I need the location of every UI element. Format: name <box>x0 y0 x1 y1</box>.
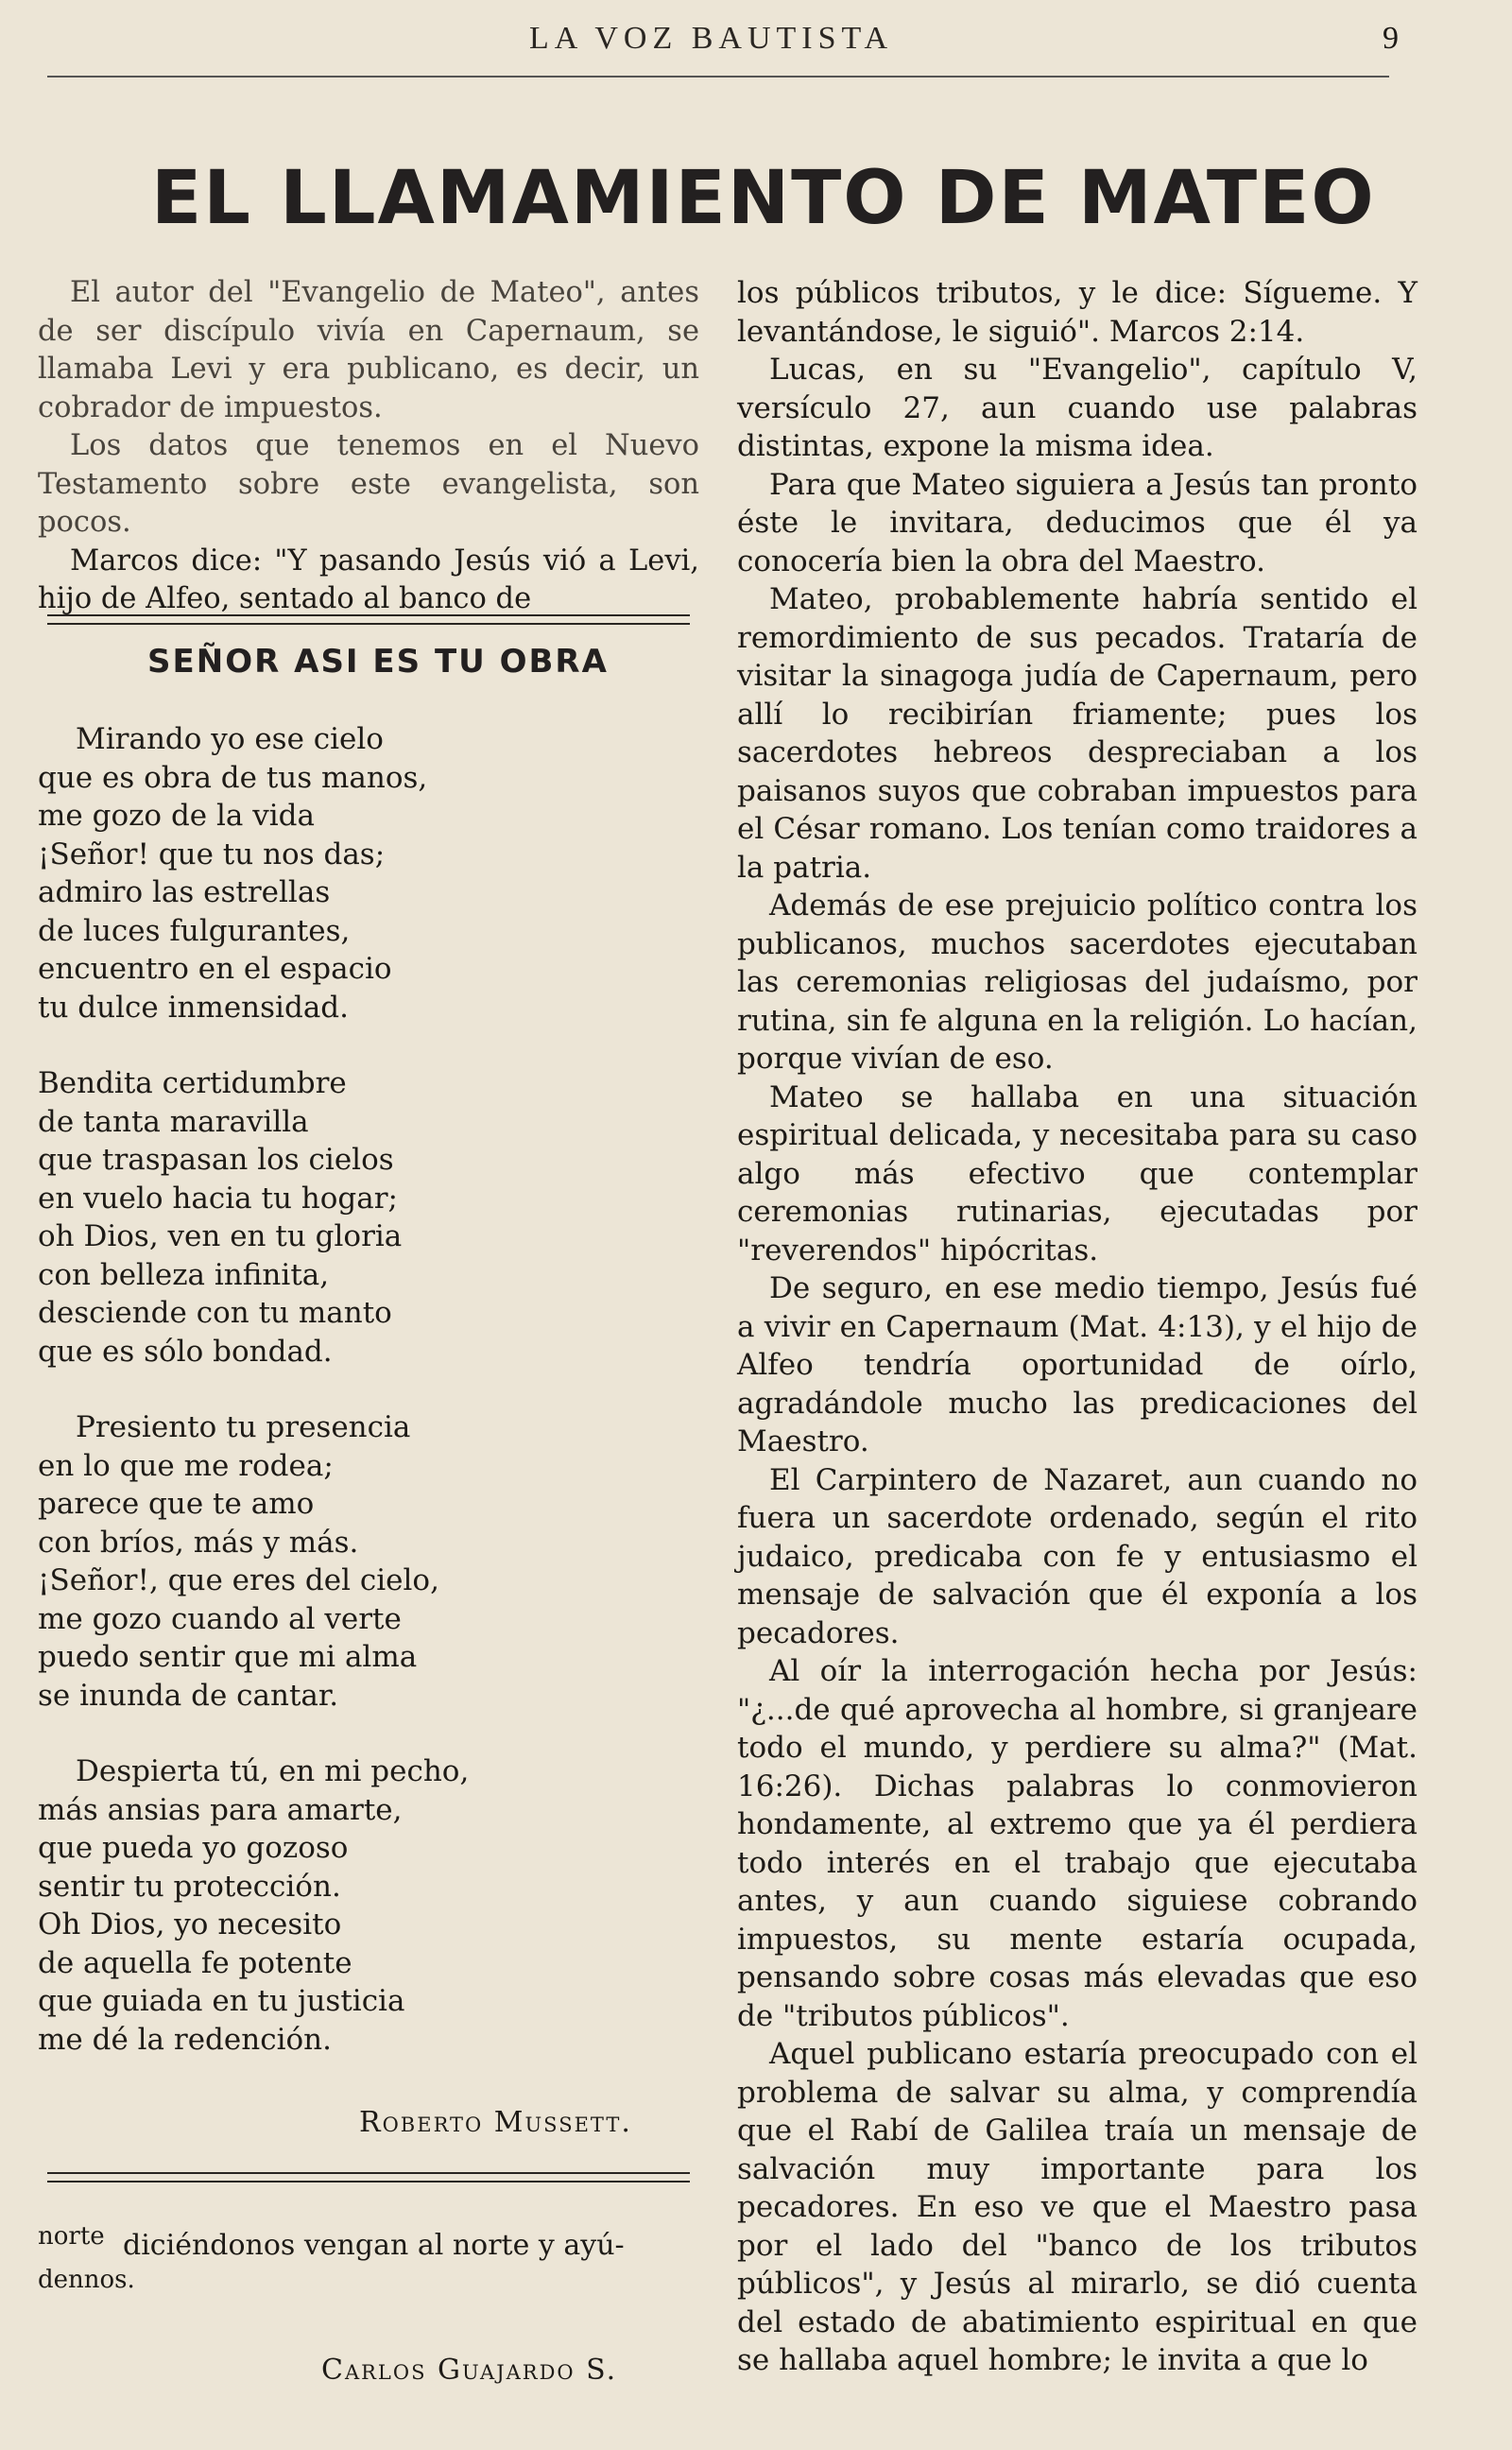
article-paragraph: Al oír la interrogación hecha por Jesús: "¿...de qué aprovecha al hombre, si granjeare todo el mundo, y perdiere su alma?" (Mat. 16:26). Dichas palabras lo conmovieron hondamente, al extremo que ya él perdiera todo interés en el trabajo que ejecutaba antes, y aun cuando siguiese cobrando impuestos, su mente estaría ocupada, pensando sobre cosas más elevadas que eso de "tributos públicos". <box>737 1654 1418 2033</box>
page-number: 9 <box>1383 21 1399 56</box>
article-paragraph: Para que Mateo siguiera a Jesús tan pronto éste le invitara, deducimos que él ya conocería bien la obra del Maestro. <box>737 467 1418 578</box>
verse: Presiento tu presencia <box>76 1410 411 1444</box>
double-rule <box>47 614 690 625</box>
article-paragraph: Mateo, probablemente habría sentido el remordimiento de sus pecados. Trataría de visitar la sinagoga judía de Capernaum, pero allí lo recibirían friamente; pues los sacerdotes hebreos despreciaban a los paisanos suyos que cobraban impuestos para el César romano. Los tenían como traidores a la patria. <box>737 582 1418 885</box>
verse: con bríos, más y más. <box>38 1525 359 1560</box>
poem-stanza <box>38 1752 699 2059</box>
poem-stanza <box>38 1408 699 1715</box>
verse: sentir tu protección. <box>38 1869 341 1904</box>
verse: de tanta maravilla <box>38 1104 309 1139</box>
verse: más ansias para amarte, <box>38 1792 403 1827</box>
verse: encuentro en el espacio <box>38 952 392 986</box>
article-paragraph: De seguro, en ese medio tiempo, Jesús fué a vivir en Capernaum (Mat. 4:13), y el hijo de Alfeo tendría oportunidad de oírlo, agradándole mucho las predicaciones del Maestro. <box>737 1271 1418 1458</box>
verse: en vuelo hacia tu hogar; <box>38 1181 398 1216</box>
verse: me dé la redención. <box>38 2022 332 2057</box>
poem-stanza <box>38 720 699 1027</box>
verse: oh Dios, ven en tu gloria <box>38 1219 403 1253</box>
verse: parece que te amo <box>38 1487 315 1521</box>
article-left-column <box>38 274 699 619</box>
article-paragraph: los públicos tributos, y le dice: Sígueme. Y levantándose, le siguió". Marcos 2:14. <box>737 276 1418 349</box>
letter-fragment <box>38 2219 699 2297</box>
verse: Despierta tú, en mi pecho, <box>76 1754 470 1788</box>
poem-title: SEÑOR ASI ES TU OBRA <box>147 643 609 681</box>
verse: de luces fulgurantes, <box>38 913 351 948</box>
verse: Bendita certidumbre <box>38 1066 347 1100</box>
verse: que es obra de tus manos, <box>38 760 428 795</box>
verse: me gozo de la vida <box>38 799 316 833</box>
verse: en lo que me rodea; <box>38 1448 334 1483</box>
fragment-prefix: norte <box>38 2222 105 2251</box>
verse: me gozo cuando al verte <box>38 1601 402 1636</box>
article-paragraph: Además de ese prejuicio político contra los publicanos, muchos sacerdotes ejecutaban las ceremonias religiosas del judaísmo, por rutina, sin fe alguna en la religión. Lo hacían, porque vivían de eso. <box>737 889 1418 1076</box>
verse: que es sólo bondad. <box>38 1334 333 1369</box>
poem-author: Roberto Mussett. <box>359 2106 632 2139</box>
article-title: EL LLAMAMIENTO DE MATEO <box>151 156 1376 241</box>
fragment-signature: Carlos Guajardo S. <box>321 2354 618 2387</box>
verse: Mirando yo ese cielo <box>76 722 384 756</box>
verse: se inunda de cantar. <box>38 1678 339 1713</box>
fragment-suffix: dennos. <box>38 2266 135 2294</box>
verse: tu dulce inmensidad. <box>38 990 349 1025</box>
verse: admiro las estrellas <box>38 875 331 909</box>
poem <box>38 643 699 2096</box>
article-paragraph: El autor del "Evangelio de Mateo", antes de ser discípulo vivía en Capernaum, se llamaba Levi y era publicano, es decir, un cobrador de impuestos. <box>38 276 699 424</box>
header-rule <box>47 76 1389 78</box>
verse: desciende con tu manto <box>38 1296 392 1330</box>
verse: ¡Señor!, que eres del cielo, <box>38 1563 439 1597</box>
double-rule <box>47 2172 690 2183</box>
running-head <box>38 21 1399 68</box>
verse: ¡Señor! que tu nos das; <box>38 837 386 871</box>
article-paragraph: Marcos dice: "Y pasando Jesús vió a Levi, hijo de Alfeo, sentado al banco de <box>38 543 699 615</box>
article-paragraph: Lucas, en su "Evangelio", capítulo V, versículo 27, aun cuando use palabras distintas, expone la misma idea. <box>737 353 1418 463</box>
verse: Oh Dios, yo necesito <box>38 1907 342 1941</box>
verse: con belleza infinita, <box>38 1257 330 1292</box>
verse: que pueda yo gozoso <box>38 1831 349 1865</box>
article-paragraph: Los datos que tenemos en el Nuevo Testamento sobre este evangelista, son pocos. <box>38 429 699 539</box>
fragment-line: diciéndonos vengan al norte y ayú- <box>123 2229 625 2262</box>
article-right-column <box>737 274 1418 2380</box>
article-paragraph: El Carpintero de Nazaret, aun cuando no fuera un sacerdote ordenado, según el rito judaico, predicaba con fe y entusiasmo el mensaje de salvación que él exponía a los pecadores. <box>737 1462 1418 1650</box>
article-paragraph: Aquel publicano estaría preocupado con el problema de salvar su alma, y comprendía que el Rabí de Galilea traía un mensaje de salvación muy importante para los pecadores. En eso ve que el Maestro pasa por el lado del "banco de los tributos públicos", y Jesús al mirarlo, se dió cuenta del estado de abatimiento espiritual en que se hallaba aquel hombre; le invita a que lo <box>737 2037 1418 2377</box>
verse: puedo sentir que mi alma <box>38 1640 418 1674</box>
poem-stanza <box>38 1064 699 1371</box>
magazine-title: LA VOZ BAUTISTA <box>529 21 894 56</box>
verse: que traspasan los cielos <box>38 1143 394 1177</box>
verse: de aquella fe potente <box>38 1945 352 1980</box>
verse: que guiada en tu justicia <box>38 1984 405 2018</box>
article-paragraph: Mateo se hallaba en una situación espiritual delicada, y necesitaba para su caso algo más efectivo que contemplar ceremonias rutinarias, ejecutadas por "reverendos" hipócritas. <box>737 1079 1418 1268</box>
